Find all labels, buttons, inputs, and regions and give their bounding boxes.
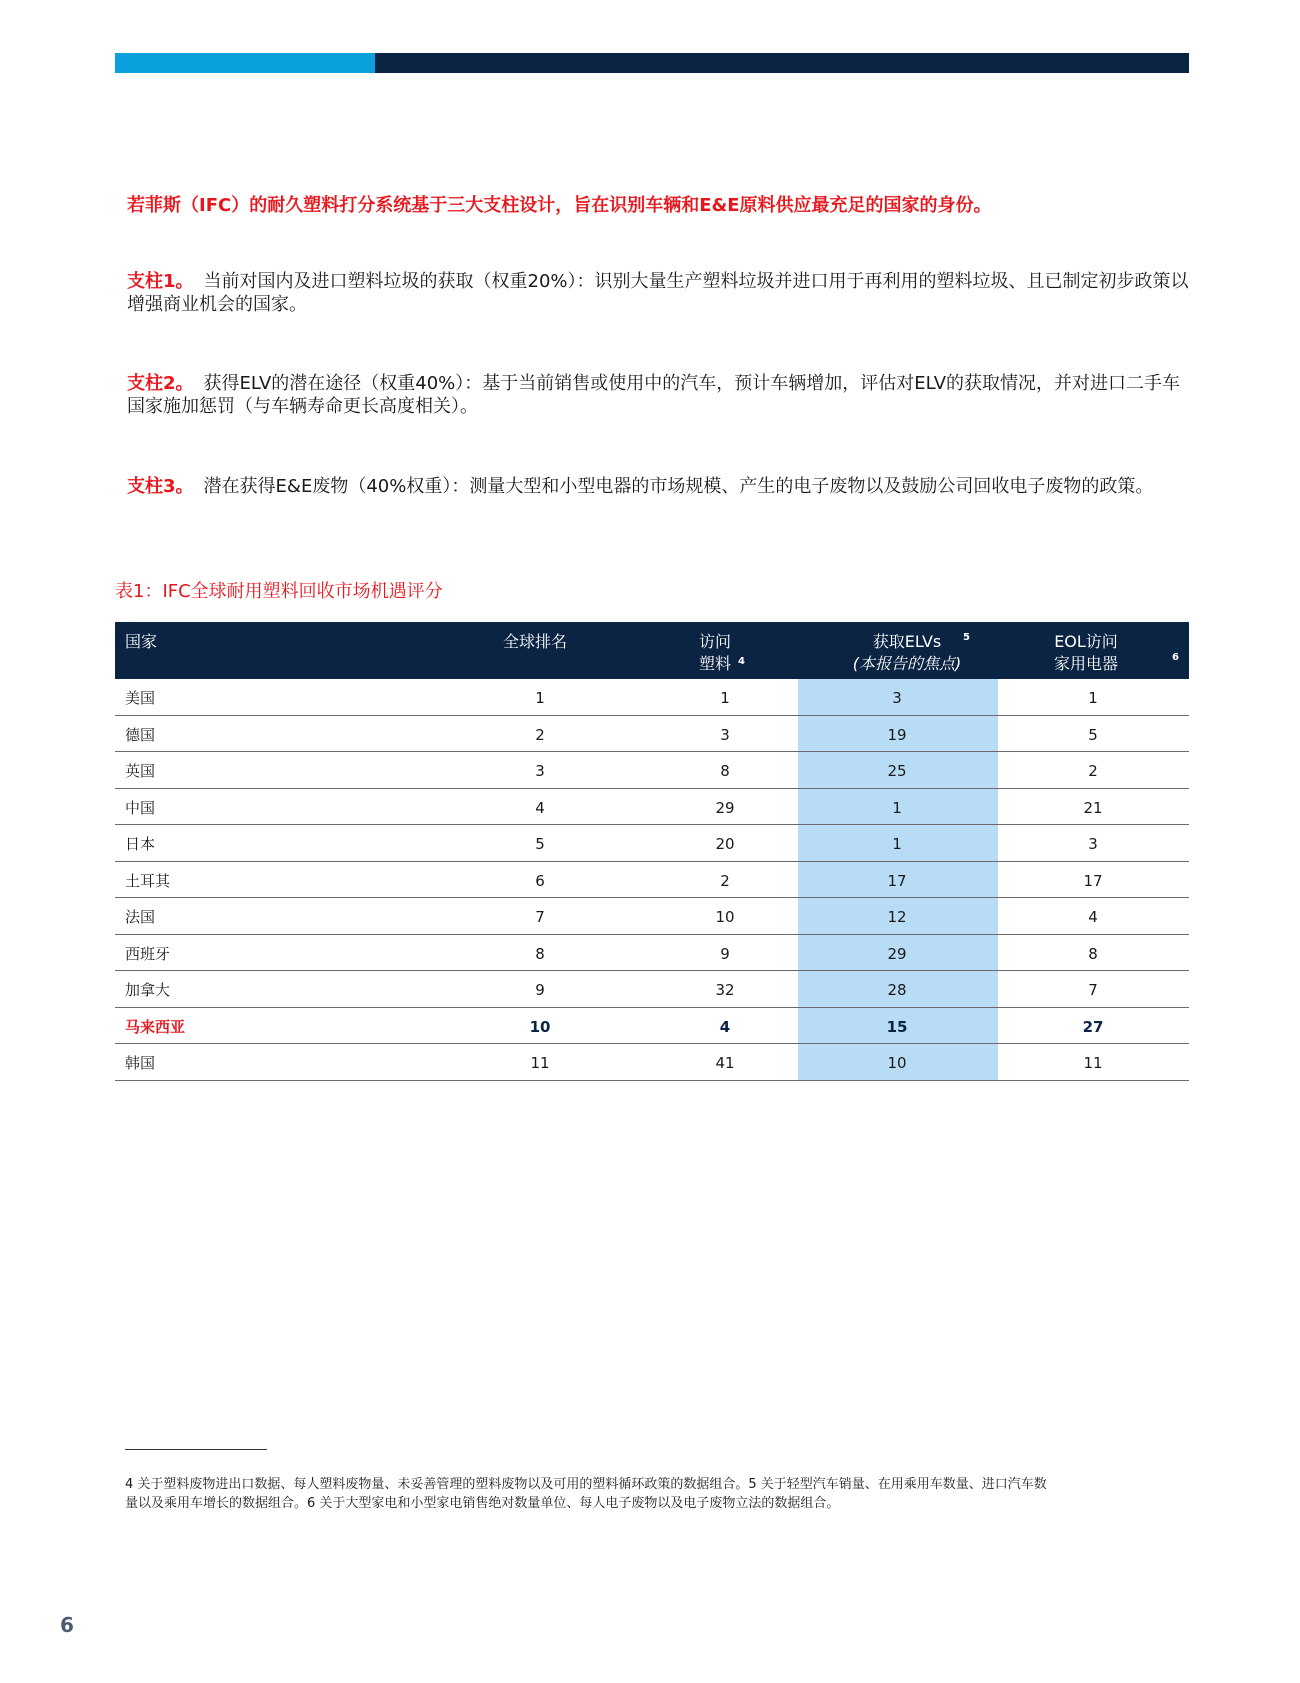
cell-eol: 8 bbox=[1088, 944, 1098, 963]
pillar-2-label: 支柱2。 bbox=[127, 373, 194, 394]
table-caption: 表1：IFC全球耐用塑料回收市场机遇评分 bbox=[115, 581, 443, 602]
cell-eol: 27 bbox=[1082, 1017, 1104, 1036]
cell-country: 德国 bbox=[125, 725, 156, 744]
table-row bbox=[115, 825, 1189, 862]
cell-elv: 10 bbox=[887, 1054, 907, 1072]
cell-country: 加拿大 bbox=[125, 981, 171, 999]
header-eol-line2: 家用电器 bbox=[1053, 654, 1118, 673]
top-bar-cyan-segment bbox=[115, 53, 375, 73]
cell-plastic: 20 bbox=[715, 835, 735, 853]
pillar-1-text: 当前对国内及进口塑料垃圾的获取（权重20%）：识别大量生产塑料垃圾并进口用于再利用的塑料垃圾、且已制定初步政策以增强商业机会的国家。 bbox=[127, 271, 1189, 315]
header-elv-line2: (本报告的焦点) bbox=[852, 654, 962, 673]
cell-elv: 15 bbox=[886, 1017, 908, 1036]
ranking-table bbox=[115, 622, 1189, 1081]
cell-plastic: 2 bbox=[720, 871, 730, 890]
table-row bbox=[115, 716, 1189, 753]
cell-global-rank: 1 bbox=[535, 689, 545, 707]
cell-global-rank: 2 bbox=[535, 725, 545, 744]
intro-heading: 若菲斯（IFC）的耐久塑料打分系统基于三大支柱设计，旨在识别车辆和E&E原料供应最充足的国家的身份。 bbox=[127, 195, 992, 216]
table-header bbox=[115, 622, 1189, 679]
cell-eol: 21 bbox=[1083, 798, 1103, 817]
header-plastic-access bbox=[655, 631, 775, 675]
footnote-line-1: 4 关于塑料废物进出口数据、每人塑料废物量、未妥善管理的塑料废物以及可用的塑料循环政策的数据组合。5 关于轻型汽车销量、在用乘用车数量、进口汽车数 bbox=[125, 1477, 1047, 1492]
cell-eol: 2 bbox=[1088, 762, 1098, 780]
pillar-1 bbox=[127, 270, 1192, 316]
table-body bbox=[115, 679, 1189, 1081]
cell-global-rank: 3 bbox=[535, 762, 545, 780]
cell-elv: 19 bbox=[887, 725, 907, 744]
cell-eol: 17 bbox=[1083, 871, 1103, 890]
footnotes bbox=[125, 1475, 1155, 1513]
table-row bbox=[115, 935, 1189, 972]
cell-plastic: 9 bbox=[720, 944, 730, 963]
footnote-divider bbox=[125, 1449, 267, 1450]
header-elv-line1: 获取ELVs bbox=[872, 632, 942, 651]
table-row bbox=[115, 971, 1189, 1008]
top-color-bar bbox=[115, 53, 1189, 73]
header-plastic-line1: 访问 bbox=[698, 632, 731, 651]
cell-global-rank: 6 bbox=[535, 871, 545, 890]
cell-country: 美国 bbox=[125, 689, 156, 707]
cell-elv: 29 bbox=[887, 944, 907, 963]
header-elv-access bbox=[798, 631, 1016, 675]
cell-country: 英国 bbox=[125, 762, 156, 780]
cell-plastic: 10 bbox=[715, 908, 735, 926]
cell-country: 马来西亚 bbox=[125, 1017, 186, 1036]
cell-plastic: 4 bbox=[719, 1017, 731, 1036]
header-plastic-line2: 塑料 bbox=[698, 654, 731, 673]
cell-global-rank: 9 bbox=[535, 981, 545, 999]
table-row bbox=[115, 1044, 1189, 1081]
cell-country: 土耳其 bbox=[125, 871, 171, 890]
pillar-2-text: 获得ELV的潜在途径（权重40%）：基于当前销售或使用中的汽车，预计车辆增加，评估对ELV的获取情况，并对进口二手车国家施加惩罚（与车辆寿命更长高度相关）。 bbox=[127, 373, 1181, 417]
table-row-highlighted-malaysia bbox=[115, 1008, 1189, 1045]
pillar-3 bbox=[127, 475, 1192, 498]
table-row bbox=[115, 789, 1189, 826]
top-bar-navy-segment bbox=[375, 53, 1189, 73]
cell-elv: 28 bbox=[887, 981, 907, 999]
cell-eol: 11 bbox=[1083, 1054, 1103, 1072]
table-row bbox=[115, 752, 1189, 789]
header-eol-line1: EOL访问 bbox=[1054, 632, 1118, 651]
cell-elv: 25 bbox=[887, 762, 907, 780]
pillar-2 bbox=[127, 372, 1192, 418]
header-elv-footnote-ref: 5 bbox=[963, 632, 970, 643]
cell-plastic: 1 bbox=[720, 689, 730, 707]
cell-eol: 5 bbox=[1088, 725, 1098, 744]
cell-global-rank: 11 bbox=[530, 1054, 550, 1072]
header-country: 国家 bbox=[125, 632, 158, 651]
page-number: 6 bbox=[60, 1613, 74, 1637]
cell-country: 日本 bbox=[125, 835, 156, 853]
cell-elv: 1 bbox=[892, 835, 902, 853]
header-eol-access bbox=[996, 631, 1176, 675]
cell-plastic: 41 bbox=[715, 1054, 735, 1072]
cell-plastic: 8 bbox=[720, 762, 730, 780]
header-eol-footnote-ref: 6 bbox=[1172, 652, 1179, 663]
cell-plastic: 3 bbox=[720, 725, 730, 744]
table-row bbox=[115, 898, 1189, 935]
cell-global-rank: 8 bbox=[535, 944, 545, 963]
header-global-rank: 全球排名 bbox=[502, 632, 567, 651]
cell-global-rank: 4 bbox=[535, 798, 545, 817]
pillar-1-label: 支柱1。 bbox=[127, 271, 194, 292]
cell-global-rank: 7 bbox=[535, 908, 545, 926]
cell-plastic: 29 bbox=[715, 798, 735, 817]
cell-global-rank: 5 bbox=[535, 835, 545, 853]
cell-global-rank: 10 bbox=[529, 1017, 551, 1036]
footnote-line-2: 量以及乘用车增长的数据组合。6 关于大型家电和小型家电销售绝对数量单位、每人电子废物以及电子废物立法的数据组合。 bbox=[125, 1496, 840, 1511]
cell-elv: 1 bbox=[892, 798, 902, 817]
cell-eol: 4 bbox=[1088, 908, 1098, 926]
header-plastic-footnote-ref: 4 bbox=[738, 656, 745, 667]
cell-elv: 3 bbox=[892, 689, 902, 707]
cell-eol: 1 bbox=[1088, 689, 1098, 707]
cell-country: 法国 bbox=[125, 908, 156, 926]
cell-eol: 7 bbox=[1088, 981, 1098, 999]
cell-country: 中国 bbox=[125, 798, 156, 817]
cell-plastic: 32 bbox=[715, 981, 735, 999]
cell-country: 韩国 bbox=[125, 1054, 156, 1072]
cell-elv: 12 bbox=[887, 908, 907, 926]
table-row bbox=[115, 862, 1189, 899]
pillar-3-label: 支柱3。 bbox=[127, 476, 194, 497]
cell-country: 西班牙 bbox=[125, 944, 171, 963]
table-row bbox=[115, 679, 1189, 716]
cell-elv: 17 bbox=[887, 871, 907, 890]
pillar-3-text: 潜在获得E&E废物（40%权重）：测量大型和小型电器的市场规模、产生的电子废物以及鼓励公司回收电子废物的政策。 bbox=[203, 476, 1154, 497]
cell-eol: 3 bbox=[1088, 835, 1098, 853]
